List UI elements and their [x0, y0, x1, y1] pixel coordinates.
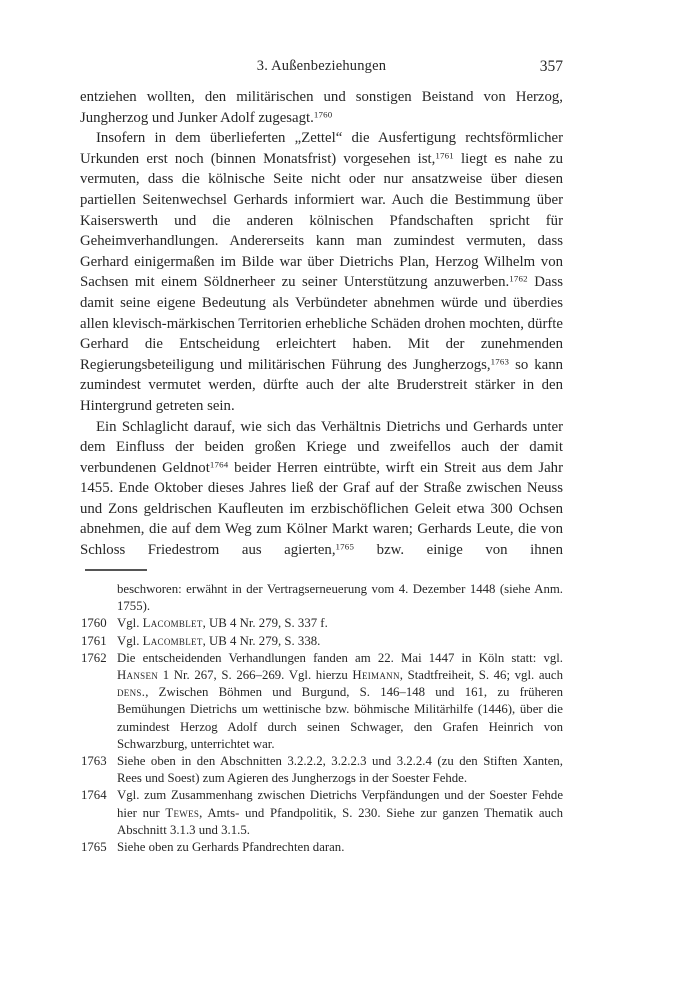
footnote-text: Vgl. zum Zusammenhang zwischen Dietrichs Verpfändungen und der Soester Fehde hier nur Tewes, Amts- und Pfandpolitik, S. 230. Siehe zur ganzen Thematik auch Abschnitt 3.1.3 und 3.1.5. [117, 788, 563, 837]
author-name-smallcaps: Heimann [352, 668, 400, 683]
footnote-number: 1765 [81, 840, 107, 855]
footnote-item [80, 839, 563, 856]
footnote-item [80, 581, 563, 615]
footnote-text: Die entscheidenden Verhandlungen fanden am 22. Mai 1447 in Köln statt: vgl. Hansen 1 Nr. 267, S. 266–269. Vgl. hierzu Heimann, Stadtfreiheit, S. 46; vgl. auch dens., Zwischen Böhmen und Burgund, S. 146–148 und 161, zu früheren Bemühungen Dietrichs um wettinische bzw. böhmische Militärhilfe (1446), über die zumindest Herzog Adolf durch seinen Schwager, den Grafen Heinrich von Schwarzburg, unterrichtet war. [117, 650, 564, 751]
footnote-text: beschworen: erwähnt in der Vertragserneuerung vom 4. Dezember 1448 (siehe Anm. 1755). [117, 582, 563, 614]
footnote-number: 1761 [81, 633, 107, 648]
footnote-item [80, 650, 563, 753]
page-number: 357 [539, 58, 563, 75]
footnote-ref: 1760 [313, 109, 333, 120]
footnote-item [80, 633, 563, 650]
footnote-item [80, 787, 563, 839]
footnote-text: Vgl. Lacomblet, UB 4 Nr. 279, S. 338. [117, 633, 321, 648]
author-name-smallcaps: Hansen [117, 668, 159, 683]
running-header [80, 57, 563, 76]
footnotes [80, 581, 563, 856]
footnote-ref: 1762 [509, 273, 528, 284]
footnote-text: Vgl. Lacomblet, UB 4 Nr. 279, S. 337 f. [117, 616, 328, 631]
footnote-text: Siehe oben in den Abschnitten 3.2.2.2, 3.2.2.3 und 3.2.2.4 (zu den Stiften Xanten, Rees und Soest) zum Agieren des Jungherzogs in der Soester Fehde. [117, 754, 563, 786]
footnote-ref: 1765 [335, 541, 355, 552]
footnote-number: 1763 [81, 754, 107, 769]
footnote-ref: 1764 [209, 459, 229, 470]
footnote-number: 1762 [81, 650, 107, 665]
footnote-number: 1764 [81, 788, 107, 803]
footnote-item [80, 615, 563, 632]
paragraph: Insofern in dem überlieferten „Zettel“ die Ausfertigung rechtsförmlicher Urkunden erst noch (binnen Monatsfrist) vorgesehen ist,$^{1761}$ liegt es nahe zu vermuten, dass die kölnische Seite nicht oder nur ansatzweise über diesen partiellen Seitenwechsel Gerhards informiert war. Auch die Bestimmung über Kaiserswerth und die anderen kölnischen Pfandschaften spricht für Geheimverhandlungen. Andererseits kann man zumindest vermuten, dass Gerhard einigermaßen im Bilde war über Dietrichs Plan, Herzog Wilhelm von Sachsen mit einem Söldnerheer zu seiner Unterstützung anzuwerben.$^{1762}$ Dass damit seine eigene Bedeutung als Verbündeter abnehmen würde und überdies allen klevisch-märkischen Territorien erhebliche Schäden drohen mochten, dürfte Gerhard die Entscheidung erleichtert haben. Mit der zunehmenden Regierungsbeteiligung und militärischen Führung des Jungherzogs,$^{1763}$ so kann zumindest vermutet werden, dürfte auch der alte Bruderstreit stärker in den Hintergrund getreten sein. [80, 130, 563, 414]
paragraph: entziehen wollten, den militärischen und sonstigen Beistand von Herzog, Jungherzog und Junker Adolf zugesagt.$^{1760}$ [80, 89, 563, 126]
author-name-smallcaps: Tewes [165, 805, 200, 820]
footnote-item [80, 753, 563, 787]
author-name-smallcaps: Lacomblet [142, 633, 203, 648]
chapter-heading: 3. Außenbeziehungen [256, 58, 387, 74]
footnote-ref: 1763 [490, 356, 510, 367]
footnote-separator [85, 569, 147, 571]
footnote-ref: 1761 [435, 150, 454, 161]
footnote-text: Siehe oben zu Gerhards Pfandrechten daran. [117, 840, 345, 855]
footnote-number: 1760 [81, 616, 107, 631]
main-text [80, 87, 563, 561]
author-name-smallcaps: dens. [117, 685, 146, 700]
paragraph: Ein Schlaglicht darauf, wie sich das Verhältnis Dietrichs und Gerhards unter dem Einfluss der beiden großen Kriege und zweifellos auch der damit verbundenen Geldnot$^{1764}$ beider Herren eintrübte, wirft ein Streit aus dem Jahr 1455. Ende Oktober dieses Jahres ließ der Graf auf der Straße zwischen Neuss und Zons geldrischen Kaufleuten im erzbischöflichen Geleit etwa 300 Ochsen abnehmen, die auf dem Weg zum Kölner Markt waren; Gerhards Leute, die von Schloss Friedestrom aus agierten,$^{1765}$ bzw. einige von ihnen [80, 418, 563, 559]
author-name-smallcaps: Lacomblet [142, 616, 203, 631]
